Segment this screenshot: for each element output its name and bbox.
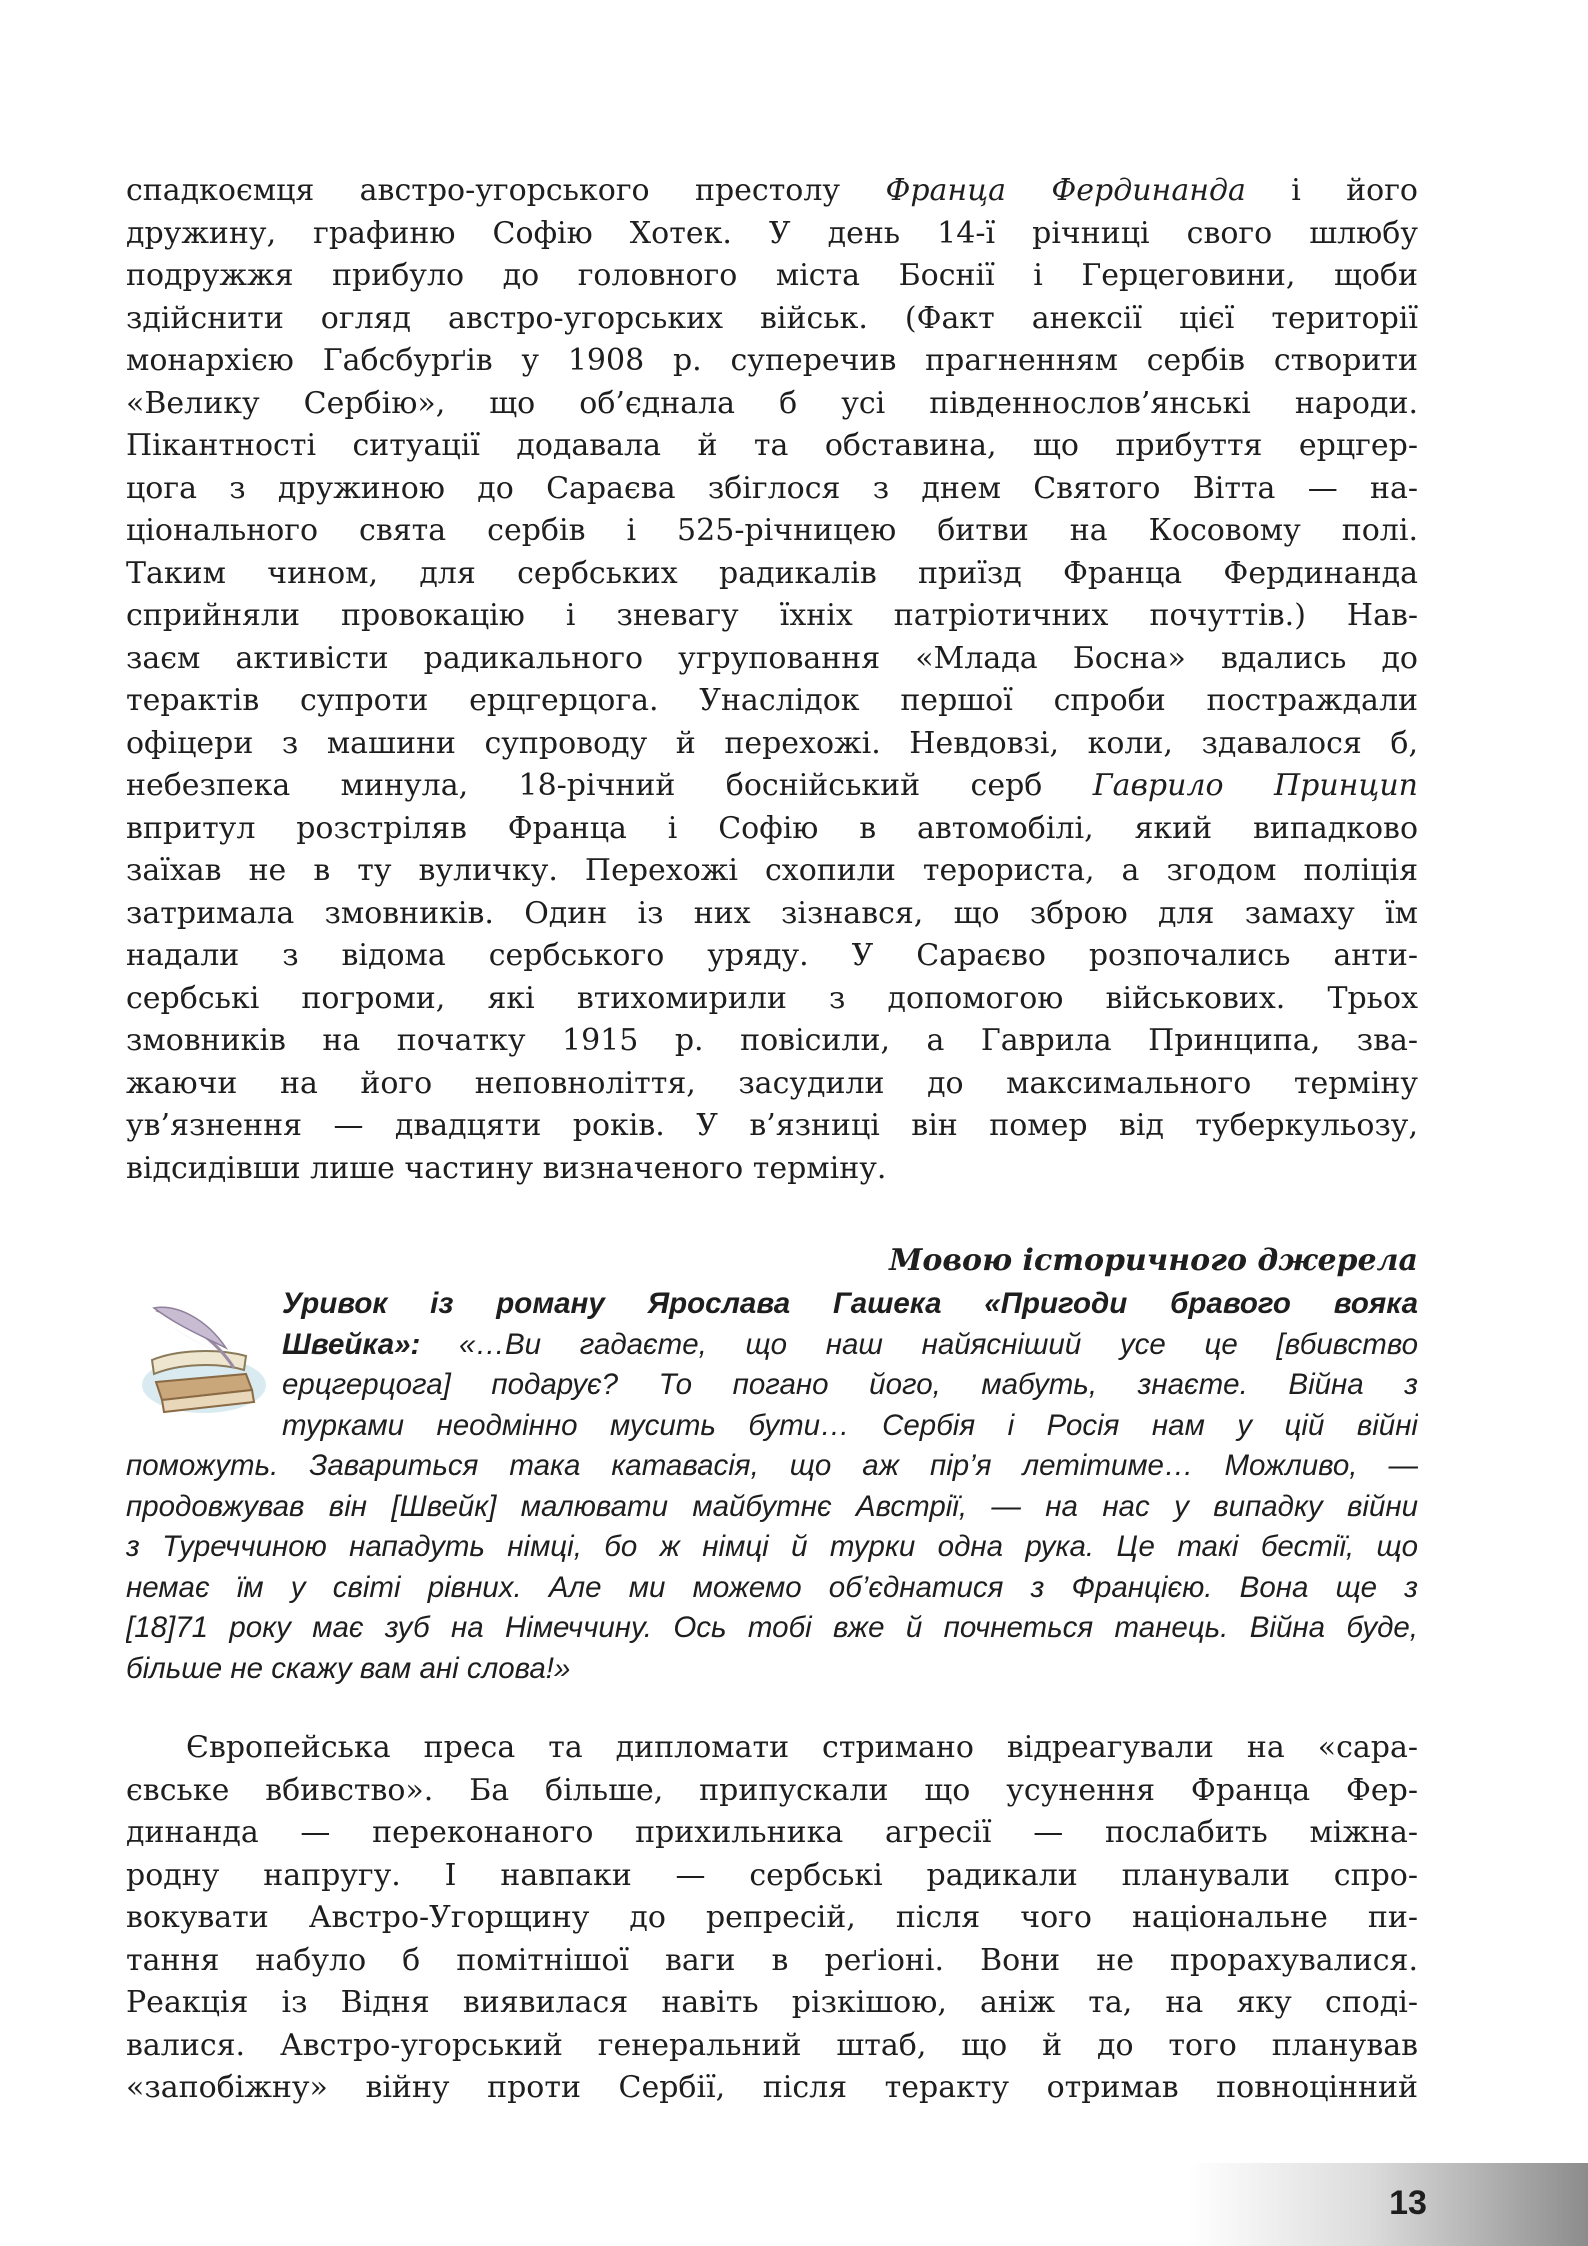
quote-line: немає їм у світі рівних. Але ми можемо об’єднатися з Францією. Вона ще з	[126, 1570, 1418, 1604]
text-line: монархією Габсбурґів у 1908 р. суперечив прагненням сербів створити	[126, 343, 1418, 378]
text-line: Пікантності ситуації додавала й та обставина, що прибуття ерцгер-	[126, 428, 1418, 463]
text-line: сербські погроми, які втихомирили з допомогою військових. Трьох	[126, 980, 1418, 1016]
text-line: жаючи на його неповноліття, засудили до максимального терміну	[126, 1065, 1418, 1101]
page-number: 13	[1389, 2184, 1427, 2222]
text-line: цога з дружиною до Сараєва збіглося з днем Святого Вітта — на-	[126, 470, 1418, 506]
text-line: надали з відома сербського уряду. У Сараєво розпочались анти-	[126, 938, 1418, 973]
text-line: тання набуло б помітнішої ваги в реґіоні. Вони не прорахувалися.	[126, 1942, 1418, 1978]
text-line: «запобіжну» війну проти Сербії, після теракту отримав повноцінний	[126, 2070, 1418, 2105]
text-line: подружжя прибуло до головного міста Боснії і Герцеговини, щоби	[126, 258, 1418, 293]
text-line: сприйняли провокацію і зневагу їхніх патріотичних почуттів.) Нав-	[126, 598, 1418, 633]
historical-source-quote	[126, 1284, 1418, 1689]
text-line: терактів супроти ерцгерцога. Унаслідок першої спроби постраждали	[126, 683, 1418, 718]
quote-line: більше не скажу вам ані слова!»	[126, 1651, 571, 1685]
text-line: вокувати Австро-Угорщину до репресій, після чого національне пи-	[126, 1900, 1418, 1935]
paragraph-reaction	[126, 1727, 1418, 2110]
quote-title: Уривок із роману Ярослава Гашека «Пригоди бравого вояка	[282, 1287, 1418, 1320]
text-line: спадкоємця австро-угорського престолу Франца Фердинанда і його	[126, 173, 1418, 208]
text-line: змовників на початку 1915 р. повісили, а Гаврила Принципа, зва-	[126, 1023, 1418, 1058]
text-line: євське вбивство». Ба більше, припускали що усунення Франца Фер-	[126, 1772, 1418, 1808]
quote-line: Швейка»: «…Ви гадаєте, що наш найясніший усе це [вбивство	[282, 1327, 1418, 1361]
quote-line: поможуть. Завариться така катавасія, що аж пір’я летітиме… Можливо, —	[126, 1449, 1418, 1482]
text-line: Європейська преса та дипломати стримано відреагували на «сара-	[186, 1730, 1418, 1765]
text-line: родну напругу. І навпаки — сербські радикали планували спро-	[126, 1857, 1418, 1893]
text-line: ціонального свята сербів і 525-річницею битви на Косовому полі.	[126, 513, 1418, 548]
text-line: здійснити огляд австро-угорських військ. (Факт анексії цієї території	[126, 300, 1418, 336]
quote-line: продовжував він [Швейк] малювати майбутнє Австрії, — на нас у випадку війни	[126, 1489, 1418, 1523]
source-heading: Мовою історичного джерела	[889, 1243, 1418, 1278]
text-line: впритул розстріляв Франца і Софію в автомобілі, який випадково	[126, 810, 1418, 846]
text-line: заєм активісти радикального угруповання «Млада Босна» вдались до	[126, 640, 1418, 676]
text-line: дружину, графиню Софію Хотек. У день 14-ї річниці свого шлюбу	[126, 215, 1418, 251]
text-line: Реакція із Відня виявилася навіть різкішою, аніж та, на яку споді-	[126, 1985, 1418, 2020]
quote-line: [18]71 року має зуб на Німеччину. Ось тобі вже й почнеться танець. Війна буде,	[126, 1611, 1418, 1644]
text-line: заїхав не в ту вуличку. Перехожі схопили терориста, а згодом поліція	[126, 853, 1418, 888]
text-line: «Велику Сербію», що об’єднала б усі південнослов’янські народи.	[126, 385, 1418, 421]
paragraph-assassination	[126, 170, 1418, 1190]
quote-line: ерцгерцога] подарує? То погано його, мабуть, знаєте. Війна з	[282, 1368, 1418, 1401]
text-line: Таким чином, для сербських радикалів приїзд Франца Фердинанда	[126, 555, 1418, 591]
quote-line: турками неодмінно мусить бути… Сербія і Росія нам у цій війні	[282, 1408, 1418, 1442]
text-line: офіцери з машини супроводу й перехожі. Невдовзі, коли, здавалося б,	[126, 725, 1418, 761]
quote-line: з Туреччиною нападуть німці, бо ж німці й турки одна рука. Це такі бестії, що	[126, 1530, 1418, 1563]
text-line: валися. Австро-угорський генеральний штаб, що й до того планував	[126, 2027, 1418, 2063]
text-line: відсидівши лише частину визначеного терміну.	[126, 1150, 887, 1186]
text-line: ув’язнення — двадцяти років. У в’язниці він помер від туберкульозу,	[126, 1108, 1418, 1143]
text-line: небезпека минула, 18-річний боснійський серб Гаврило Принцип	[126, 768, 1418, 803]
text-line: затримала змовників. Один із них зізнався, що зброю для замаху їм	[126, 895, 1418, 931]
text-line: динанда — переконаного прихильника агресії — послабить міжна-	[126, 1815, 1418, 1850]
